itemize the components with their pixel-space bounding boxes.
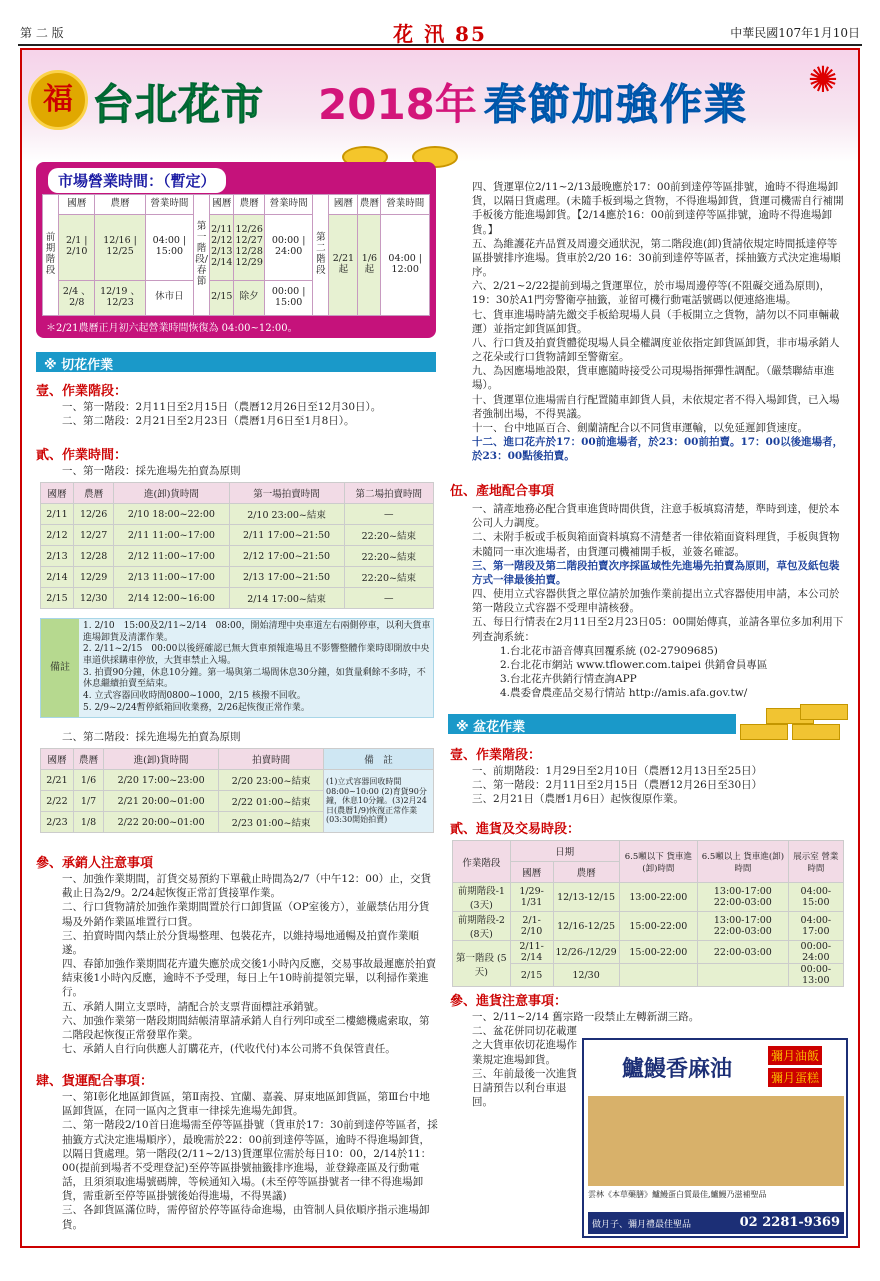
remarks-list (83, 621, 431, 715)
col-head: 國曆 (329, 195, 358, 215)
ad-sub1: 彌月油飯 (768, 1046, 822, 1065)
table-row: 2/13 12/28 2/12 11:00~17:00 2/12 17:00~21:50 22:20~結束 (41, 546, 434, 567)
ad-product-image (588, 1096, 844, 1186)
col-head: 營業時間 (264, 195, 313, 215)
ad-brand: 鱸鰻香麻油 (622, 1056, 733, 1082)
ad-sub2: 彌月蛋糕 (768, 1068, 822, 1087)
notice-list: 一、加強作業期間，訂貨交易預約下單截止時間為2/7（中午12：00）止，交貨截止日為2/9。2/24起恢復正常訂貨接單作業。 二、行口貨物請於加強作業期間置於行口卸貨區（OP室後方），並嚴禁佔用分貨場及外銷作業區堆置行口貨。 三、拍賣時間內禁止於分貨場整理、包裝花卉，以維持場地通暢及拍賣作業順遂。 四、春節加強作業期間花卉遺失應於成交後1小時內反應，交易事故最遲應於拍賣結束後1小時內反應，逾時不予受理，每日上午10時前提領完畢，以利掃作業進行。 五、承銷人開立支票時，請配合於支票背面標註承銷號。 六、加強作業第一階段期間結帳清單請承銷人自行列印或至二樓總機處索取，第二階段起恢復正常發單作業。 七、承銷人自行向供應人訂購花卉，(代收代付)本公司將不負保管責任。 (62, 873, 437, 1056)
stage-list: 一、第一階段：2月11日至2月15日（農曆12月26日至12月30日）。 二、第二階段：2月21日至2月23日（農曆1月6日至1月8日）。 (62, 401, 382, 428)
ad-note: 雲林《本草藥膳》鱸鰻蛋白質最佳,鱸鰻乃滋補聖品 (588, 1190, 767, 1199)
cell: 12/19 、12/23 (95, 280, 145, 315)
cell: 04:00 | 15:00 (145, 214, 194, 280)
table-row: 前期階段-2 (8天) 2/1-2/10 12/16-12/25 15:00-22:00 13:00-17:00 22:00-03:00 04:00-17:00 (453, 912, 844, 941)
issue-date: 中華民國107年1月10日 (730, 26, 860, 40)
stage1-label: 一、第一階段：採先進場先拍賣為原則 (62, 465, 241, 477)
market-hours-box (36, 162, 436, 338)
cell: 00:00 | 24:00 (264, 214, 313, 280)
banner-title-2: 2018年 (318, 80, 477, 129)
title-banner (22, 50, 858, 162)
table-row: 2/12 12/27 2/11 11:00~17:00 2/11 17:00~21:50 22:20~結束 (41, 525, 434, 546)
table-row: 第一階段 (5天) 2/11-2/14 12/26-/12/29 15:00-22:00 22:00-03:00 00:00-24:00 (453, 941, 844, 964)
cut-stage1-table: 國曆 農曆 進(卸)貨時間 第一場拍賣時間 第二場拍賣時間 2/11 12/26 2/10 18:00~22:00 2/10 23:00~結束 — 2/12 12/27 2/11 11:00~17:00 2/11 17:00~21:50 22:20~結束 2/13 12/28 2/12 11:00~17:00 2/12 17:00~21:50 22:20~結束 2/14 12/29 2/13 11:00~17:00 2/13 17:00~21:50 22:20~結束 2/15 12/30 2/14 12:00~16:00 2/14 17:00~結束 — (40, 482, 434, 609)
fu-badge-icon: 福 (28, 70, 88, 130)
potted-schedule-table: 作業階段 日期 6.5噸以下 貨車進(卸)時間 6.5噸以上 貨車進(卸)時間 展示室 營業時間 國曆 農曆 前期階段-1 (3天) 1/29-1/31 12/13-12/15 13:00-22:00 13:00-17:00 22:00-03:00 04:00-15:00 前期階段-2 (8天) 2/1-2/10 12/16-12/25 15:00-22:00 13:00-17:00 22:00-03:00 04:00-17:00 第一階段 (5天) 2/11-2/14 12/26-/12/29 15:00-22:00 22:00-03:00 00:00-24:00 2/15 12/30 00:00-13:00 (452, 840, 844, 987)
cell: 00:00 | 15:00 (264, 280, 313, 315)
cell: 2/21起 (329, 214, 358, 315)
banner-title-1: 台北花市 (92, 80, 265, 129)
edition-label: 第 二 版 (20, 26, 64, 40)
market-hours-table (42, 194, 430, 316)
list-item: 2. 2/11~2/15 00:00以後經確認已無大貨車預報進場且不影響整體作業時即開放中央車道供採購車停放，大貨車禁止入場。 (83, 644, 430, 667)
remarks-label: 備註 (41, 619, 79, 717)
transport-list: 一、第Ⅰ彰化地區卸貨區，第Ⅱ南投、宜蘭、嘉義、屏東地區卸貨區，第Ⅲ台中地區卸貨區，在同一區內之貨車一律採先進場先卸貨。 二、第一階段2/10首日進場需至停等區掛號（貨車於17：30前到達停等區者，採抽籤方式決定進場順序），最晚需於22：00前到達停等區，逾時不得進場卸貨，以隔日貨處理。第一階段(2/11~2/13)貨運單位需於每日10：00，2/14於11：00(提前到場者不受理登記)至停等區掛號抽籤排序進場，並登錄產區及行動電話，且須須取進場號碼牌，等候通知入場。(未至停等區掛號者一律不得進場卸貨，需重新至停等區掛號後始得進場，不得異議) 三、各卸貨區滿位時，需停留於停等區待命進場，由管制人員依順序指示進場卸貨。 (62, 1091, 438, 1231)
advertisement (582, 1038, 848, 1238)
heading: 壹、作業階段： (36, 384, 128, 399)
cell: 04:00 | 12:00 (381, 214, 430, 315)
ad-footer (588, 1212, 844, 1234)
cell: 休市日 (145, 280, 194, 315)
cell: 12/16 | 12/25 (95, 214, 145, 280)
table-row: 2/15 12/30 2/14 12:00~16:00 2/14 17:00~結束 — (41, 588, 434, 609)
cell: 12/26 12/27 12/28 12/29 (234, 214, 264, 280)
potted-stage-list: 一、前期階段：1月29日至2月10日（農曆12月13日至25日） 二、第一階段：2月11日至2月15日（農曆12月26日至30日） 三、2月21日（農曆1月6日）起恢復原作業。 (472, 765, 763, 806)
table-row: 2/14 12/29 2/13 11:00~17:00 2/13 17:00~21:50 22:20~結束 (41, 567, 434, 588)
col-head: 國曆 (210, 195, 234, 215)
ad-footer-text: 做月子、彌月禮最佳聖品 (592, 1220, 692, 1230)
cell: 2/1 | 2/10 (59, 214, 95, 280)
col-head: 農曆 (95, 195, 145, 215)
col-head: 營業時間 (381, 195, 430, 215)
remarks-box (40, 618, 434, 718)
cell: 1/6起 (358, 214, 381, 315)
ad-tel: 02 2281-9369 (739, 1215, 840, 1230)
cell: 除夕 (234, 280, 264, 315)
table-row: 2/22 1/7 2/21 20:00~01:00 2/22 01:00~結束 (41, 791, 434, 812)
col-head: 營業時間 (145, 195, 194, 215)
market-hours-title: 市場營業時間：（暫定） (48, 168, 226, 193)
table-row: 2/11 12/26 2/10 18:00~22:00 2/10 23:00~結束 — (41, 504, 434, 525)
newspaper-title: 花 汛 85 (393, 22, 487, 46)
heading: 貳、進貨及交易時段： (450, 822, 581, 837)
transport-list-cont: 四、貨運單位2/11~2/13最晚應於17：00前到達停等區排號，逾時不得進場卸貨，以隔日貨處理。(未隨手板到場之貨物，不得進場卸貨，貨運司機需自行補開手板後方能進場卸貨。【2/14應於16：00前到達停等區排號，逾時不得進場卸貨。】 五、為維護花卉品質及周邊交通狀況，第二階段進(卸)貨請依規定時間抵達停等區掛號排序進場。貨車於2/20 16：30前到達停等區者，採抽籤方式決定進場順序。 六、2/21~2/22提前到場之貨運單位，於市場周邊停等(不阻礙交通為原則)，19：30於A1門旁警衛亭抽籤，並留可機行動電話號碼以便連絡進場。 七、貨車進場時請先繳交手板給現場人員（手板開立之貨物，請勿以不同車輛載運）並指定卸貨區卸貨。 八、行口貨及拍賣貨體從現場人員全權調度並依指定卸貨區卸貨，非市場承銷人之花朵或行口貨物請卸至警衛室。 九、為因應場地設限，貨車應隨時接受公司現場指揮彈性調配。（嚴禁聯結車進場）。 十、貨運單位進場需自行配置隨車卸貨人員，未依規定者不得入場卸貨，已入場者強制出場，不得異議。 十一、台中地區百合、劍蘭請配合以不同貨車運輸，以免延遲卸貨速度。 十二、進口花卉於17：00前進場者，於23：00前拍賣。17：00以後進場者，於23：00點後拍賣。 (472, 181, 844, 463)
potted-notice-list: 一、2/11~2/14 舊宗路一段禁止左轉新湖三路。 二、盆花併同切花載運之大貨車依切花進場作業規定進場卸貨。 三、年前最後一次進貨日請預告以利台車退回。 (472, 1011, 700, 1109)
heading: 貳、作業時間： (36, 448, 128, 463)
page-header (0, 0, 880, 44)
stage2-label: 二、第二階段：採先進場先拍賣為原則 (62, 731, 241, 743)
cell: 2/15 (210, 280, 234, 315)
gold-bars-icon (740, 700, 848, 744)
col-head: 國曆 (59, 195, 95, 215)
table-row: 2/21 1/6 2/20 17:00~23:00 2/20 23:00~結束 (1)立式容器回收時間 08:00~10:00 (2)育貨90分鐘，休息10分鐘。(3)2月24日(農曆1/9)恢復正常作業(03:30開始拍賣) (41, 770, 434, 791)
col-head: 農曆 (234, 195, 264, 215)
firecracker-icon: ✺ (807, 60, 838, 101)
market-hours-note: ＊2/21農曆正月初六起營業時間恢復為 04:00~12:00。 (46, 323, 298, 334)
origin-list: 一、請產地務必配合貨車進貨時間供貨，注意手板填寫清楚，準時到達，便於本公司人力調度。 二、未附手板或手板與箱面資料填寫不清楚者一律依箱面資料理貨，手板與貨物未隨同一車次進場者，由貨運司機補開手板，並簽名確認。 三、第一階段及第二階段拍賣次序採區域性先進場先拍賣為原則，草包及紙包裝方式一律最後拍賣。 四、使用立式容器供貨之單位請於加強作業前提出立式容器使用申請，本公司於第一階段立式容器不受理申請核發。 五、每日行情表在2月11日至2月23日05：00開始傳真，並請各單位多加利用下列查詢系統： 1.台北花市語音傳真回覆系統 (02-27909685) 2.台北花市網站 www.tflower.com.taipei 供銷會員專區 3.台北花卉供銷行情查詢APP 4.農委會農產品交易行情站 http://amis.afa.gov.tw/ (472, 503, 844, 700)
table-row: 2/15 12/30 00:00-13:00 (453, 964, 844, 987)
heading: 參、承銷人注意事項 (36, 856, 154, 871)
cut-stage2-table: 國曆 農曆 進(卸)貨時間 拍賣時間 備 註 2/21 1/6 2/20 17:00~23:00 2/20 23:00~結束 (1)立式容器回收時間 08:00~10:00 (2)育貨90分鐘，休息10分鐘。(3)2月24日(農曆1/9)恢復正常作業(03:30開始拍賣) 2/22 1/7 2/21 20:00~01:00 2/22 01:00~結束 2/23 1/8 2/22 20:00~01:00 2/23 01:00~結束 (40, 748, 434, 833)
stage-label: 第一階段/春節 (194, 195, 210, 316)
list-item: 4. 立式容器回收時間0800~1000，2/15 核撥不回收。 (83, 691, 306, 702)
potted-section-title: ※ 盆花作業 (448, 714, 736, 734)
list-item: 3. 拍賣90分鐘，休息10分鐘。第一場與第二場間休息30分鐘，如貨量剩餘不多時，不休息繼續拍賣至結束。 (83, 667, 426, 690)
cut-flower-section-title: ※ 切花作業 (36, 352, 436, 372)
heading: 壹、作業階段： (450, 748, 542, 763)
list-item: 5. 2/9~2/24暫停紙箱回收業務，2/26起恢復正常作業。 (83, 702, 310, 713)
heading: 肆、貨運配合事項： (36, 1074, 154, 1089)
banner-title-3: 春節加強作業 (484, 80, 749, 129)
stage-label: 前期階段 (43, 195, 59, 316)
col-head: 農曆 (358, 195, 381, 215)
cell: 2/11 2/12 2/13 2/14 (210, 214, 234, 280)
stage-label: 第二階段 (313, 195, 329, 316)
table-row: 前期階段-1 (3天) 1/29-1/31 12/13-12/15 13:00-22:00 13:00-17:00 22:00-03:00 04:00-15:00 (453, 883, 844, 912)
cell: 2/4 、2/8 (59, 280, 95, 315)
header-rule (18, 44, 862, 46)
heading: 參、進貨注意事項： (450, 994, 568, 1009)
ad-header (588, 1044, 844, 1094)
table-row: 2/23 1/8 2/22 20:00~01:00 2/23 01:00~結束 (41, 812, 434, 833)
list-item: 1. 2/10 15:00及2/11~2/14 08:00，開始清理中央車道左右兩側停車，以利大貨車進場卸貨及清潔作業。 (83, 621, 431, 643)
heading: 伍、產地配合事項 (450, 484, 555, 499)
